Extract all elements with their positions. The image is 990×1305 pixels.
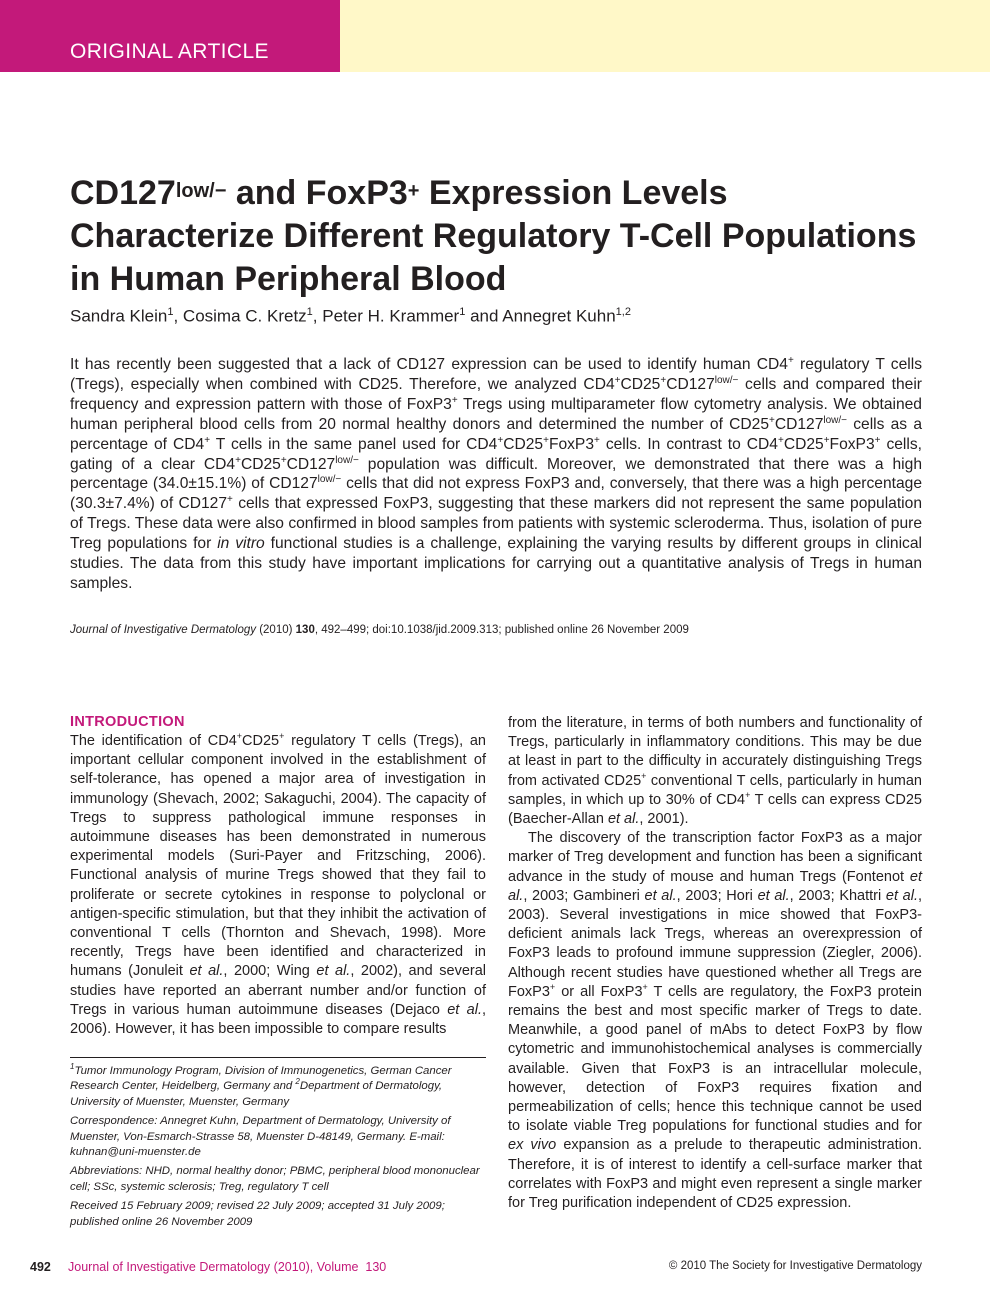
author: Sandra Klein	[70, 306, 168, 326]
author: Annegret Kuhn	[502, 306, 616, 326]
left-column	[70, 714, 486, 1039]
abbreviations: Abbreviations: NHD, normal healthy donor; PBMC, peripheral blood mononuclear cell; SSc, systemic sclerosis; Treg, regulatory T cell	[70, 1165, 480, 1193]
correspondence: Correspondence: Annegret Kuhn, Department of Dermatology, University of Muenster, Von-Esmarch-Strasse 58, Muenster D-48149, Germany. E-mail: kuhnan@uni-muenster.de	[70, 1115, 451, 1159]
intro-paragraph-2: The discovery of the transcription factor FoxP3 as a major marker of Treg development and function has been a significant advance in the study of mouse and human Tregs (Fontenot et al., 2003; Gambineri et al., 2003; Hori et al., 2003; Khattri et al., 2003). Several investigations in mice showed that FoxP3-deficient animals lack Tregs, whereas an overexpression of FoxP3 leads to profound immune suppression (Ziegler, 2006). Although recent studies have questioned whether all Tregs are FoxP3+ or all FoxP3+ T cells are regulatory, the FoxP3 protein remains the best and most specific marker of Tregs to date. Meanwhile, a good panel of mAbs to detect FoxP3 by flow cytometric and immunohistochemical analyses is commercially available. Given that FoxP3 is an intracellular molecule, however, detection of FoxP3 requires fixation and permeabilization of cells; hence this technique cannot be used to isolate viable Treg populations for functional studies and for ex vivo expansion as a prelude to therapeutic administration. Therefore, it is of interest to identify a cell-surface marker that correlates with FoxP3 and might even represent a single marker for Treg purification independent of CD25 expression.	[508, 830, 923, 1212]
footnote-divider	[70, 1057, 486, 1058]
received-dates: Received 15 February 2009; revised 22 July 2009; accepted 31 July 2009; published online 26 November 2009	[70, 1200, 445, 1228]
right-column	[508, 714, 922, 1213]
citation: Journal of Investigative Dermatology (2010) 130, 492–499; doi:10.1038/jid.2009.313; published online 26 November 2009	[70, 624, 689, 636]
footer-journal: Journal of Investigative Dermatology (2010), Volume 130	[68, 1260, 387, 1274]
abstract: It has recently been suggested that a lack of CD127 expression can be used to identify human CD4+ regulatory T cells (Tregs), especially when combined with CD25. Therefore, we analyzed $CD4^+CD25^+CD127^{low/-}$ cells and compared their frequency and expression pattern with those of FoxP3+ Tregs using multiparameter flow cytometry analysis. We obtained human peripheral blood cells from 20 normal healthy donors and determined the number of $CD25^+CD127^{low/-}$ cells as a percentage of CD4+ T cells in the same panel used for CD4+CD25+FoxP3+ cells. In contrast to CD4+CD25+FoxP3+ cells, gating of a clear $CD4^+CD25^+CD127^{low/-}$ population was difficult. Moreover, we demonstrated that there was a high percentage (34.0±15.1%) of $CD127^{low/-}$ cells that did not express FoxP3 and, conversely, that there was a high percentage (30.3±7.4%) of CD127+ cells that expressed FoxP3, suggesting that these markers did not represent the same population of Tregs. These data were also confirmed in blood samples from patients with systemic scleroderma. Thus, isolation of pure Treg populations for in vitro functional studies is a challenge, explaining the varying results by different groups in clinical studies. The data from this study have important implications for carrying out a quantitative analysis of Tregs in human samples.	[70, 354, 923, 592]
author-list: Sandra Klein$^1$, Cosima C. Kretz$^1$, Peter H. Krammer$^1$ and Annegret Kuhn$^{1,2}$	[70, 306, 631, 326]
footer-copyright: © 2010 The Society for Investigative Dermatology	[668, 1260, 922, 1272]
author: Cosima C. Kretz	[182, 306, 307, 326]
article-title: $CD127^{low/-}$ and FoxP3+ Expression Levels Characterize Different Regulatory T-Cell Populations in Human Peripheral Blood	[70, 174, 917, 298]
header-banner-secondary	[340, 0, 990, 72]
intro-paragraph-continued: from the literature, in terms of both numbers and functionality of Tregs, particularly in inflammatory conditions. This may be due at least in part to the difficulty in accurately distinguishing Tregs from activated CD25+ conventional T cells, particularly in human samples, in which up to 30% of CD4+ T cells can express CD25 (Baecher-Allan et al., 2001).	[508, 715, 922, 828]
intro-paragraph-1: The identification of CD4+CD25+ regulatory T cells (Tregs), an important cellular component involved in the establishment of self-tolerance, has opened a major area of investigation in immunology (Shevach, 2002; Sakaguchi, 2004). The capacity of Tregs to suppress pathological immune responses in autoimmune diseases has been demonstrated in numerous experimental models (Suri-Payer and Fritzsching, 2006). Functional analysis of murine Tregs showed that they fail to proliferate or secrete cytokines in response to polyclonal or antigen-specific stimulation, but that they inhibit the activation of conventional T cells (Thornton and Shevach, 1998). More recently, Tregs have been identified and characterized in humans (Jonuleit et al., 2000; Wing et al., 2002), and several studies have reported an aberrant number and/or function of Tregs in various human autoimmune diseases (Dejaco et al., 2006). However, it has been impossible to compare results	[70, 731, 487, 1038]
section-heading-introduction: INTRODUCTION	[70, 714, 185, 730]
section-label: ORIGINAL ARTICLE	[70, 40, 269, 63]
footnotes	[70, 1064, 486, 1234]
affiliations: $^1$Tumor Immunology Program, Division of Immunogenetics, German Cancer Research Center, Heidelberg, Germany and $^2$Department of Dermatology, University of Muenster, Muenster, Germany	[70, 1062, 452, 1108]
page-number: 492	[30, 1260, 51, 1274]
author: Peter H. Krammer	[322, 306, 460, 326]
